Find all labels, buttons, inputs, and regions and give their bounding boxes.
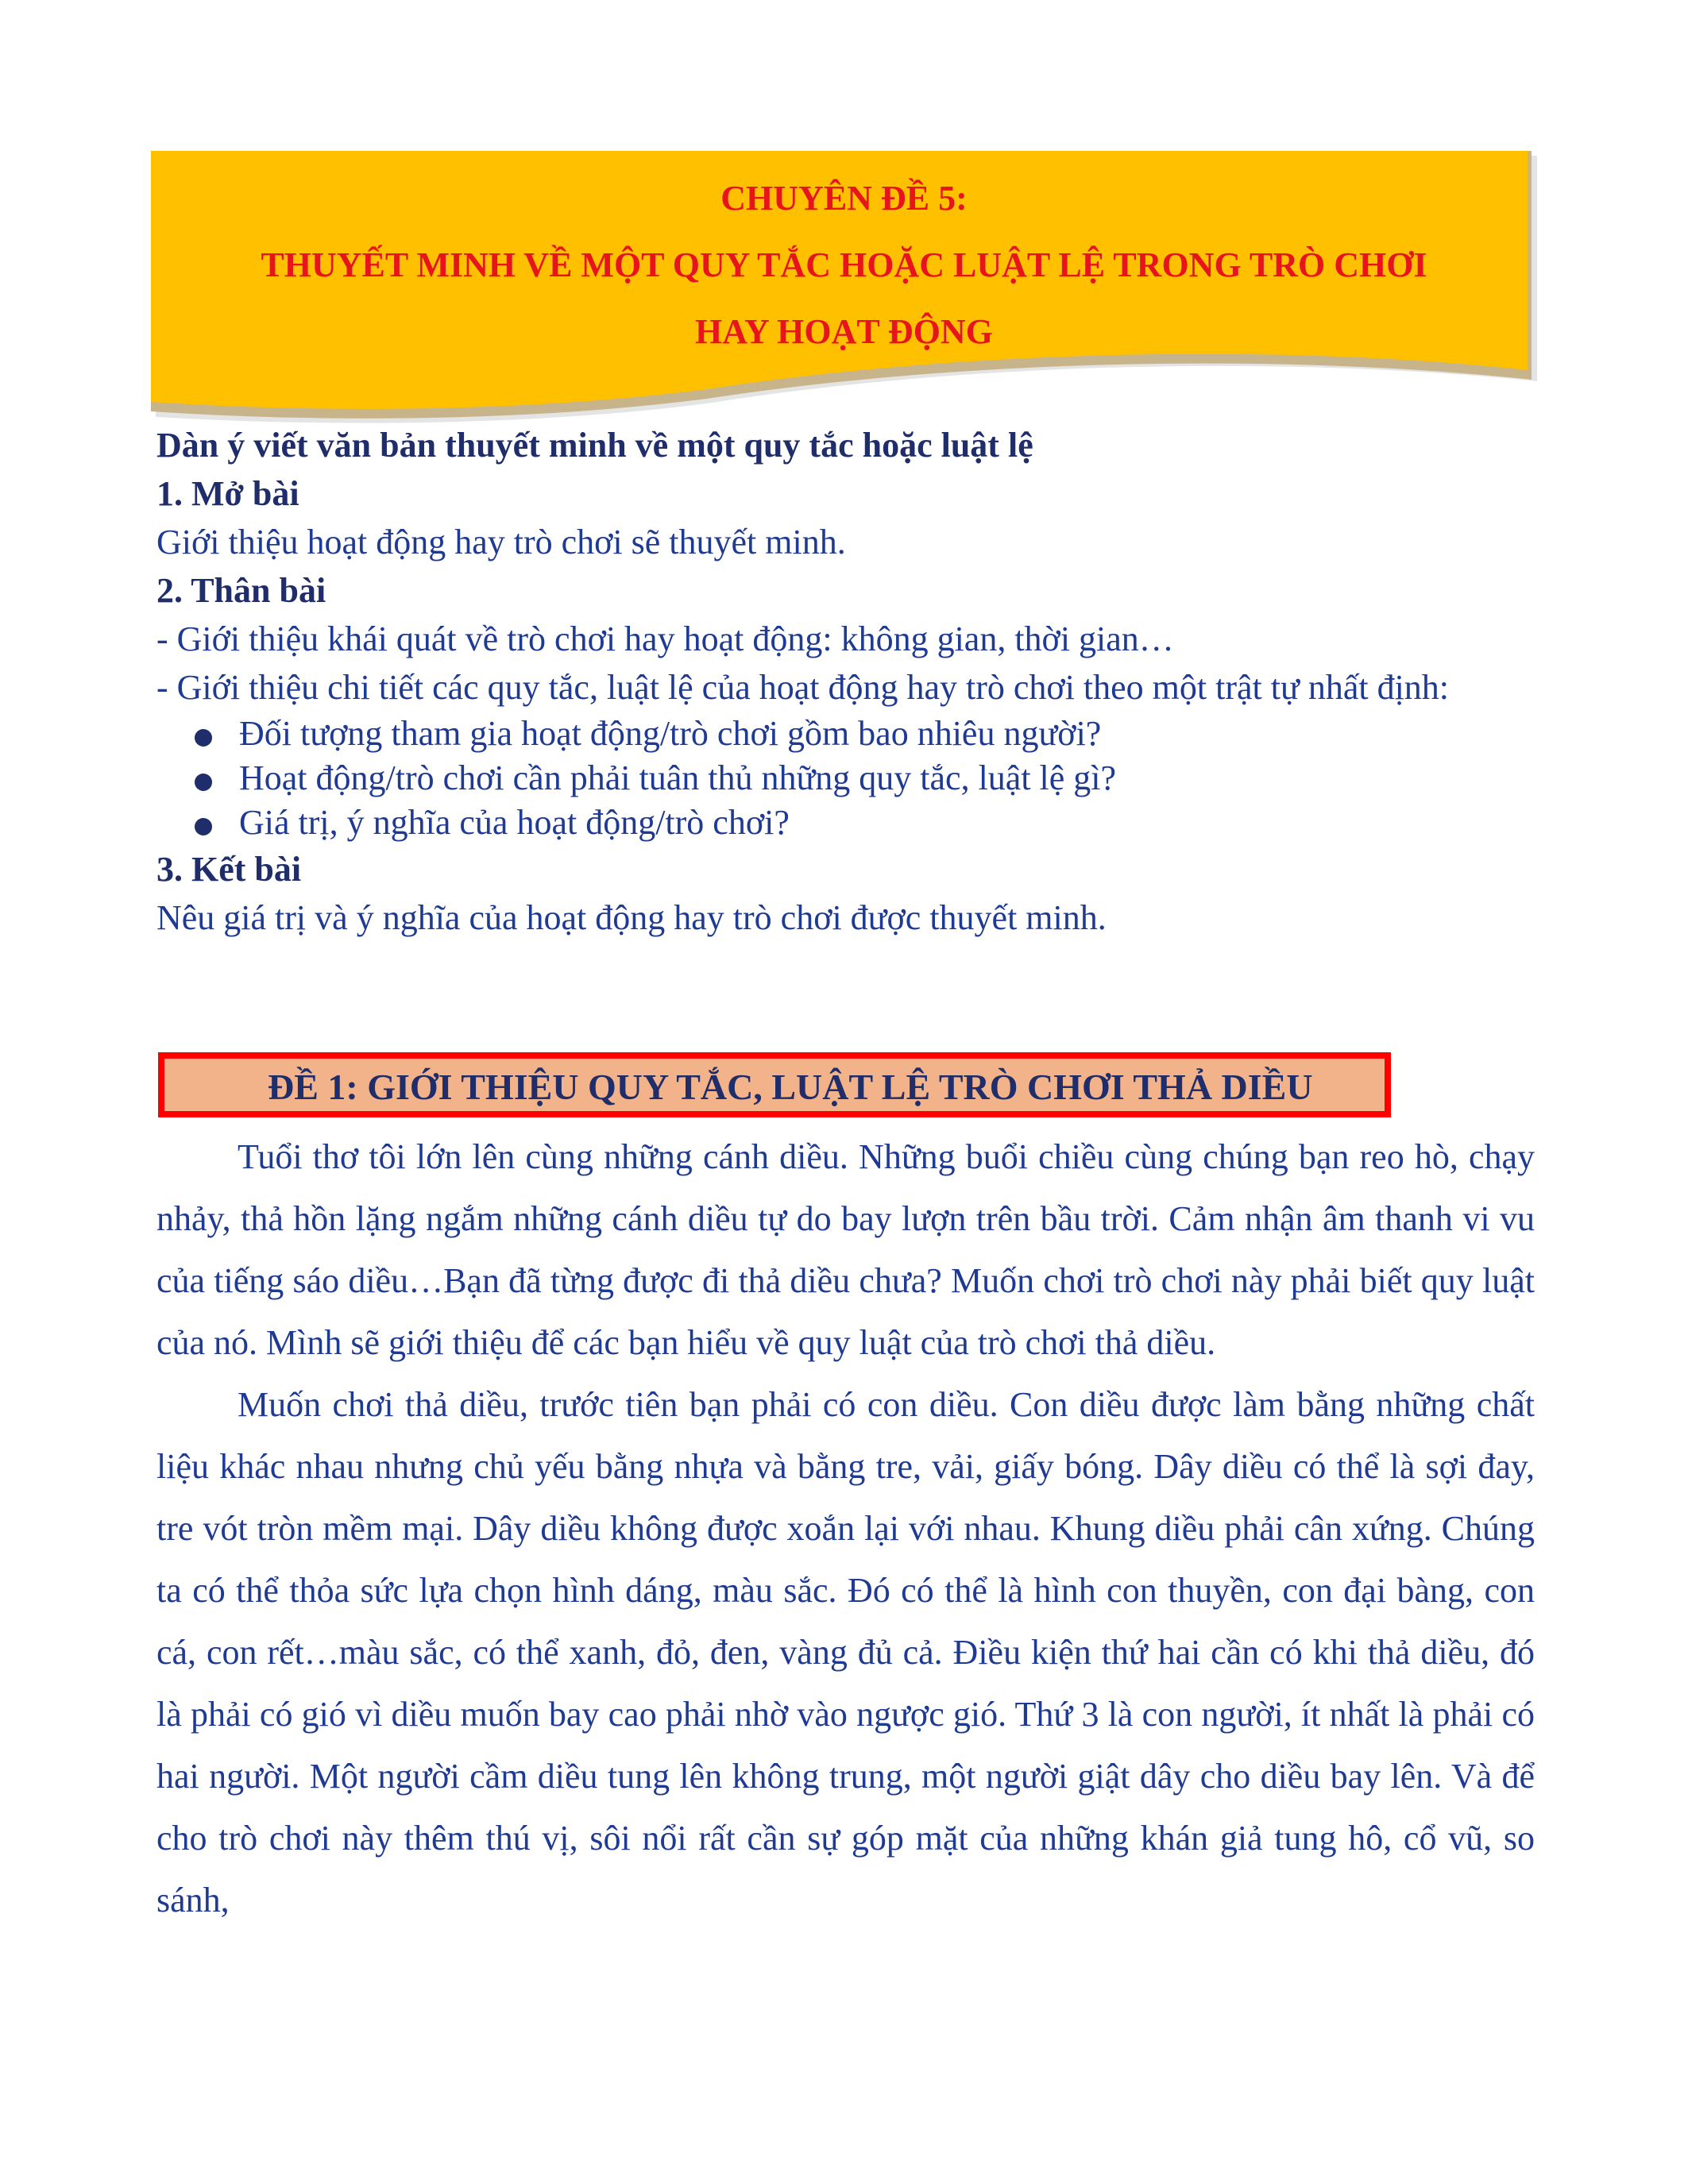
section-heading-conclusion: 3. Kết bài xyxy=(156,850,302,889)
topic-banner xyxy=(151,151,1537,437)
section-heading-body: 2. Thân bài xyxy=(156,571,326,610)
section-text-intro: Giới thiệu hoạt động hay trò chơi sẽ thuyết minh. xyxy=(156,523,846,561)
section-heading-intro: 1. Mở bài xyxy=(156,474,299,513)
bullet-dot-icon xyxy=(195,729,212,747)
bullet-dot-icon xyxy=(195,774,212,791)
banner-line-1: CHUYÊN ĐỀ 5: xyxy=(720,179,968,218)
exercise-title-box xyxy=(158,1052,1391,1117)
exercise-title: ĐỀ 1: GIỚI THIỆU QUY TẮC, LUẬT LỆ TRÒ CHƠI THẢ DIỀU xyxy=(268,1067,1313,1107)
list-item xyxy=(156,756,1535,801)
banner-line-3: HAY HOẠT ĐỘNG xyxy=(695,312,993,351)
bullet-text: Hoạt động/trò chơi cần phải tuân thủ những quy tắc, luật lệ gì? xyxy=(239,758,1117,797)
bullet-dot-icon xyxy=(195,818,212,835)
banner-text xyxy=(151,165,1537,365)
bullet-list xyxy=(156,712,1535,845)
essay-body xyxy=(156,1126,1535,1931)
paragraph-1: Tuổi thơ tôi lớn lên cùng những cánh diều. Những buổi chiều cùng chúng bạn reo hò, chạy nhảy, thả hồn lặng ngắm những cánh diều tự do bay lượn trên bầu trời. Cảm nhận âm thanh vi vu của tiếng sáo diều…Bạn đã từng được đi thả diều chưa? Muốn chơi trò chơi này phải biết quy luật của nó. Mình sẽ giới thiệu để các bạn hiểu về quy luật của trò chơi thả diều. xyxy=(156,1137,1535,1362)
section-text-conclusion: Nêu giá trị và ý nghĩa của hoạt động hay trò chơi được thuyết minh. xyxy=(156,898,1107,937)
banner-line-2: THUYẾT MINH VỀ MỘT QUY TẮC HOẶC LUẬT LỆ TRONG TRÒ CHƠI xyxy=(261,245,1427,284)
outline-title: Dàn ý viết văn bản thuyết minh về một quy tắc hoặc luật lệ xyxy=(156,426,1033,465)
list-item xyxy=(156,712,1535,756)
paragraph-2: Muốn chơi thả diều, trước tiên bạn phải có con diều. Con diều được làm bằng những chất liệu khác nhau nhưng chủ yếu bằng nhựa và bằng tre, vải, giấy bóng. Dây diều có thể là sợi đay, tre vót tròn mềm mại. Dây diều không được xoắn lại với nhau. Khung diều phải cân xứng. Chúng ta có thể thỏa sức lựa chọn hình dáng, màu sắc. Đó có thể là hình con thuyền, con đại bàng, con cá, con rết…màu sắc, có thể xanh, đỏ, đen, vàng đủ cả. Điều kiện thứ hai cần có khi thả diều, đó là phải có gió vì diều muốn bay cao phải nhờ vào ngược gió. Thứ 3 là con người, ít nhất là phải có hai người. Một người cầm diều tung lên không trung, một người giật dây cho diều bay lên. Và để cho trò chơi này thêm thú vị, sôi nổi rất cần sự góp mặt của những khán giả tung hô, cổ vũ, so sánh, xyxy=(156,1385,1535,1920)
body-point-2: - Giới thiệu chi tiết các quy tắc, luật lệ của hoạt động hay trò chơi theo một trật tự nhất định: xyxy=(156,668,1450,707)
list-item xyxy=(156,801,1535,845)
body-point-1: - Giới thiệu khái quát về trò chơi hay hoạt động: không gian, thời gian… xyxy=(156,619,1174,658)
bullet-text: Đối tượng tham gia hoạt động/trò chơi gồm bao nhiêu người? xyxy=(239,714,1102,753)
essay-outline xyxy=(156,421,1535,942)
bullet-text: Giá trị, ý nghĩa của hoạt động/trò chơi? xyxy=(239,803,790,842)
